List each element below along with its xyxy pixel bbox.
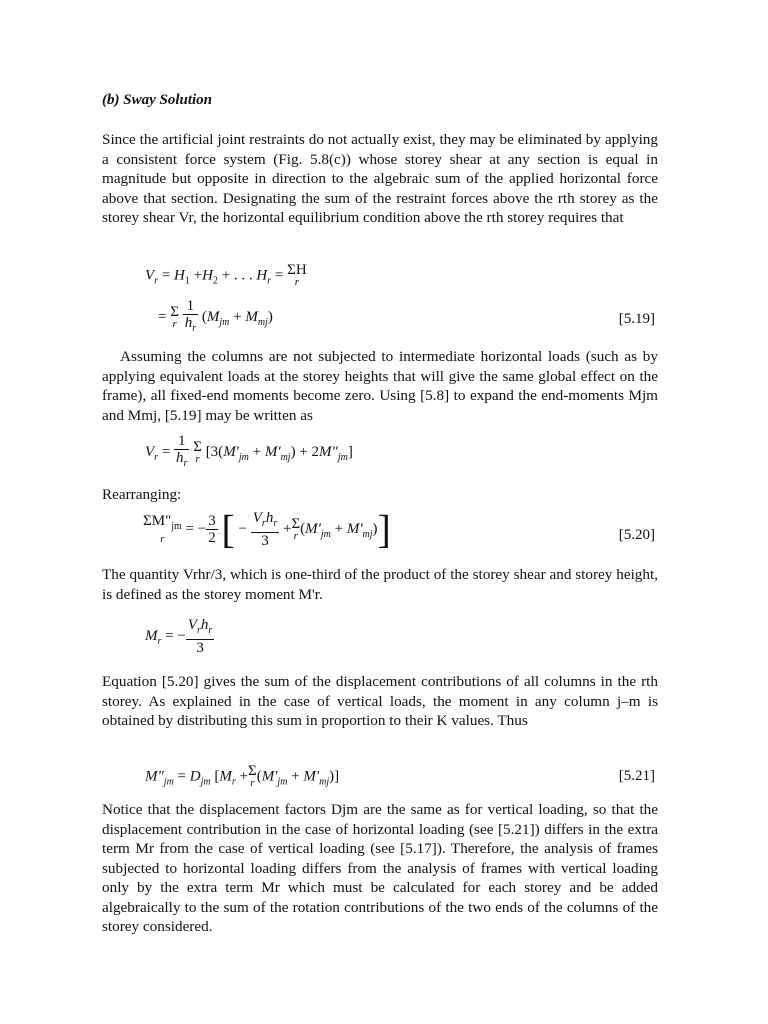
equation-number-5-20: [5.20] <box>618 527 655 543</box>
paragraph-2 <box>102 347 658 425</box>
equation-storey-shear: $V_r = H_1 +H_2$ + . . . $H_r$ = ΣH r <box>145 262 307 288</box>
paragraph-1 <box>102 130 658 228</box>
paragraph-3-text: The quantity Vrhr/3, which is one-third of the product of the storey shear and storey height, is defined as the storey moment M'r. <box>102 566 658 603</box>
equation-number-5-19: [5.19] <box>618 311 655 327</box>
rearranging-label <box>102 485 658 505</box>
equation-5-19: = Σ r $\frac{1}{h_r}$ $(M_{jm} + M_{mj})$ <box>158 298 273 334</box>
rearranging-text: Rearranging: <box>102 486 182 503</box>
equation-expanded-shear: $V_r$ = $\frac{1}{h_r}$ Σ r [$3(M'_{jm} + M'_{mj})$ + $2M"_{jm}$] <box>145 433 353 469</box>
equation-storey-moment: $M_r$ = − $\frac{V_rh_r}{3}$ <box>145 617 213 656</box>
paragraph-3 <box>102 565 658 604</box>
section-heading: (b) Sway Solution <box>102 92 213 108</box>
paragraph-4-text: Equation [5.20] gives the sum of the displacement contributions of all columns in the rth storey. As explained in the case of vertical loads, the moment in any column j–m is obtained by distributing this sum in proportion to their K values. Thus <box>102 673 658 729</box>
equation-5-20: $\Sigma M"_{jm}$ r = − $\frac{3}{2}$ [ − $\frac{V_rh_r}{3}$ + Σ r $(M'_{jm} + M'_{mj})$] <box>143 506 391 552</box>
paragraph-5 <box>102 800 658 937</box>
paragraph-5-text: Notice that the displacement factors Djm are the same as for vertical loading, so that the displacement contribution in the case of horizontal loading (see [5.21]) differs in the extra term Mr from the case of vertical loading (see [5.17]). Therefore, the analysis of frames subjected to horizontal loading differs from the analysis of frames with vertical loading only by the extra term Mr which must be calculated for each storey and be added algebraically to the sum of the rotation contributions of the two ends of the columns of the storey considered. <box>102 801 658 935</box>
paragraph-4 <box>102 672 658 731</box>
paragraph-2-text: Assuming the columns are not subjected to intermediate horizontal loads (such as by applying equivalent loads at the storey heights that will give the same global effect on the frame), all fixed-end moments become zero. Using [5.8] to expand the end-moments Mjm and Mmj, [5.19] may be written as <box>102 348 658 424</box>
equation-number-5-21: [5.21] <box>618 768 655 784</box>
equation-5-21: $M"_{jm} = D_{jm}$ [$M_r$ + Σ r $(M'_{jm} + M'_{mj})$] <box>145 763 340 789</box>
paragraph-1-text: Since the artificial joint restraints do not actually exist, they may be eliminated by applying a consistent force system (Fig. 5.8(c)) whose storey shear at any section is equal in magnitude but opposite in direction to the algebraic sum of the applied horizontal force above that section. Designating the sum of the restraint forces above the rth storey as the storey shear Vr, the horizontal equilibrium condition above the rth storey requires that <box>102 131 658 226</box>
